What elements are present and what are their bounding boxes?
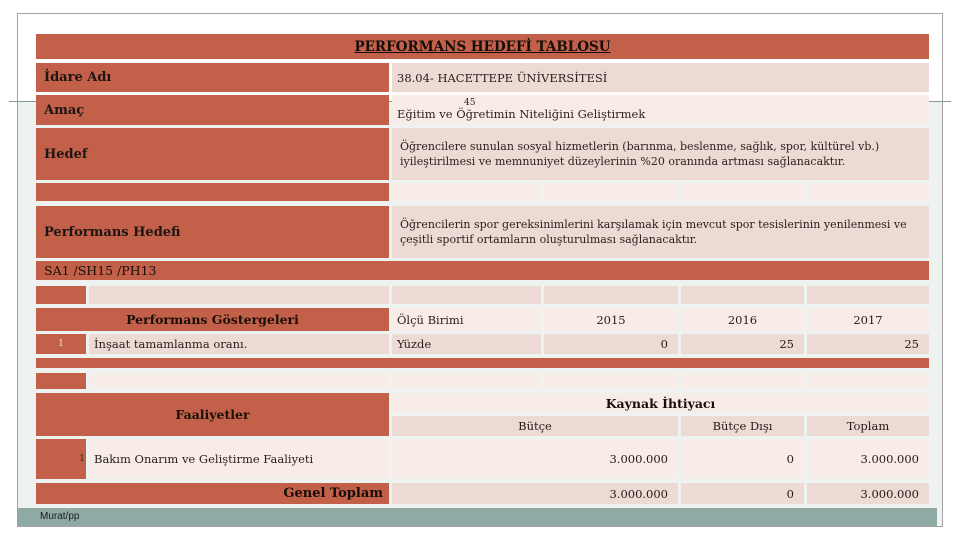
activities-header-title: Faaliyetler (36, 393, 389, 436)
indicator-unit: Yüzde (392, 334, 541, 354)
activity-number: 1 (36, 439, 86, 479)
spacer-c-cell (89, 373, 389, 389)
hedef-label: Hedef (36, 128, 389, 180)
activity-butce-disi: 0 (681, 439, 804, 479)
hedef-value: Öğrencilere sunulan sosyal hizmetlerin (barınma, beslenme, sağlık, spor, kültürel vb.) iyileştirilmesi ve memnuniyet düzeylerinin %20 oranında artması sağlanacaktır. (392, 128, 929, 180)
indicators-header-title: Performans Göstergeleri (36, 308, 389, 331)
amac-footnote: 45 (464, 98, 476, 108)
hedef-row (36, 128, 929, 180)
activity-row (36, 439, 929, 479)
spacer-a-cell (681, 183, 804, 201)
indicator-value-2016: 25 (681, 334, 804, 354)
spacer-b-cell (681, 286, 804, 304)
col-header-butce: Bütçe (392, 416, 678, 436)
table-title: PERFORMANS HEDEFİ TABLOSU (354, 38, 611, 55)
grand-total-butce-disi: 0 (681, 483, 804, 504)
grand-total-butce: 3.000.000 (392, 483, 678, 504)
accent-divider-row (36, 358, 929, 368)
amac-row (36, 95, 929, 125)
spacer-b-cell (392, 286, 541, 304)
grand-total-label: Genel Toplam (36, 483, 389, 504)
spacer-b-cell (89, 286, 389, 304)
theme-footer-band (17, 508, 937, 526)
spacer-row-b (36, 286, 929, 304)
activity-butce: 3.000.000 (392, 439, 678, 479)
spacer-a-cell (807, 183, 929, 201)
amac-value-cell (392, 95, 929, 125)
code-cell: SA1 /SH15 /PH13 (36, 261, 929, 280)
spacer-b-cell (544, 286, 678, 304)
performans-hedefi-value: Öğrencilerin spor gereksinimlerini karşılamak için mevcut spor tesislerinin yenilenmesi ve çeşitli sportif ortamların oluşturulması sağlanacaktır. (392, 206, 929, 258)
spacer-c-accent-cell (36, 373, 86, 389)
performans-hedefi-label: Performans Hedefi (36, 206, 389, 258)
spacer-b-cell (807, 286, 929, 304)
spacer-c-cell (392, 373, 541, 389)
idare-label: İdare Adı (36, 63, 389, 92)
grand-total-row (36, 483, 929, 504)
year-header-2016: 2016 (681, 308, 804, 331)
col-header-toplam: Toplam (807, 416, 929, 436)
spacer-b-accent-cell (36, 286, 86, 304)
activity-name: Bakım Onarım ve Geliştirme Faaliyeti (89, 439, 389, 479)
code-row (36, 261, 929, 280)
amac-value: Eğitim ve Öğretimin Niteliğini Geliştirmek (397, 107, 646, 121)
year-header-2017: 2017 (807, 308, 929, 331)
table-title-cell (36, 34, 929, 59)
activity-toplam: 3.000.000 (807, 439, 929, 479)
indicators-header-row (36, 308, 929, 331)
spacer-a-cell (392, 183, 541, 201)
activities-header-row (36, 393, 929, 436)
spacer-c-cell (807, 373, 929, 389)
grand-total-toplam: 3.000.000 (807, 483, 929, 504)
indicator-row (36, 334, 929, 354)
resource-header-group (392, 393, 929, 436)
unit-header: Ölçü Birimi (392, 308, 541, 331)
resource-title: Kaynak İhtiyacı (392, 393, 929, 413)
table-title-row (36, 34, 929, 59)
performans-hedefi-row (36, 206, 929, 258)
accent-divider (36, 358, 929, 368)
spacer-row-c (36, 373, 929, 389)
indicator-name: İnşaat tamamlanma oranı. (89, 334, 389, 354)
indicator-number: 1 (36, 334, 86, 354)
resource-subheaders (392, 416, 929, 436)
slide (17, 13, 943, 527)
indicator-value-2015: 0 (544, 334, 678, 354)
spacer-a-cell (544, 183, 678, 201)
spacer-c-cell (544, 373, 678, 389)
spacer-c-cell (681, 373, 804, 389)
slide-footer-text: Murat/pp (40, 511, 80, 522)
idare-row (36, 63, 929, 92)
amac-label: Amaç (36, 95, 389, 125)
year-header-2015: 2015 (544, 308, 678, 331)
col-header-butce-disi: Bütçe Dışı (681, 416, 804, 436)
indicator-value-2017: 25 (807, 334, 929, 354)
idare-value: 38.04- HACETTEPE ÜNİVERSİTESİ (392, 63, 929, 92)
spacer-a-accent-cell (36, 183, 389, 201)
spacer-row-a (36, 183, 929, 201)
